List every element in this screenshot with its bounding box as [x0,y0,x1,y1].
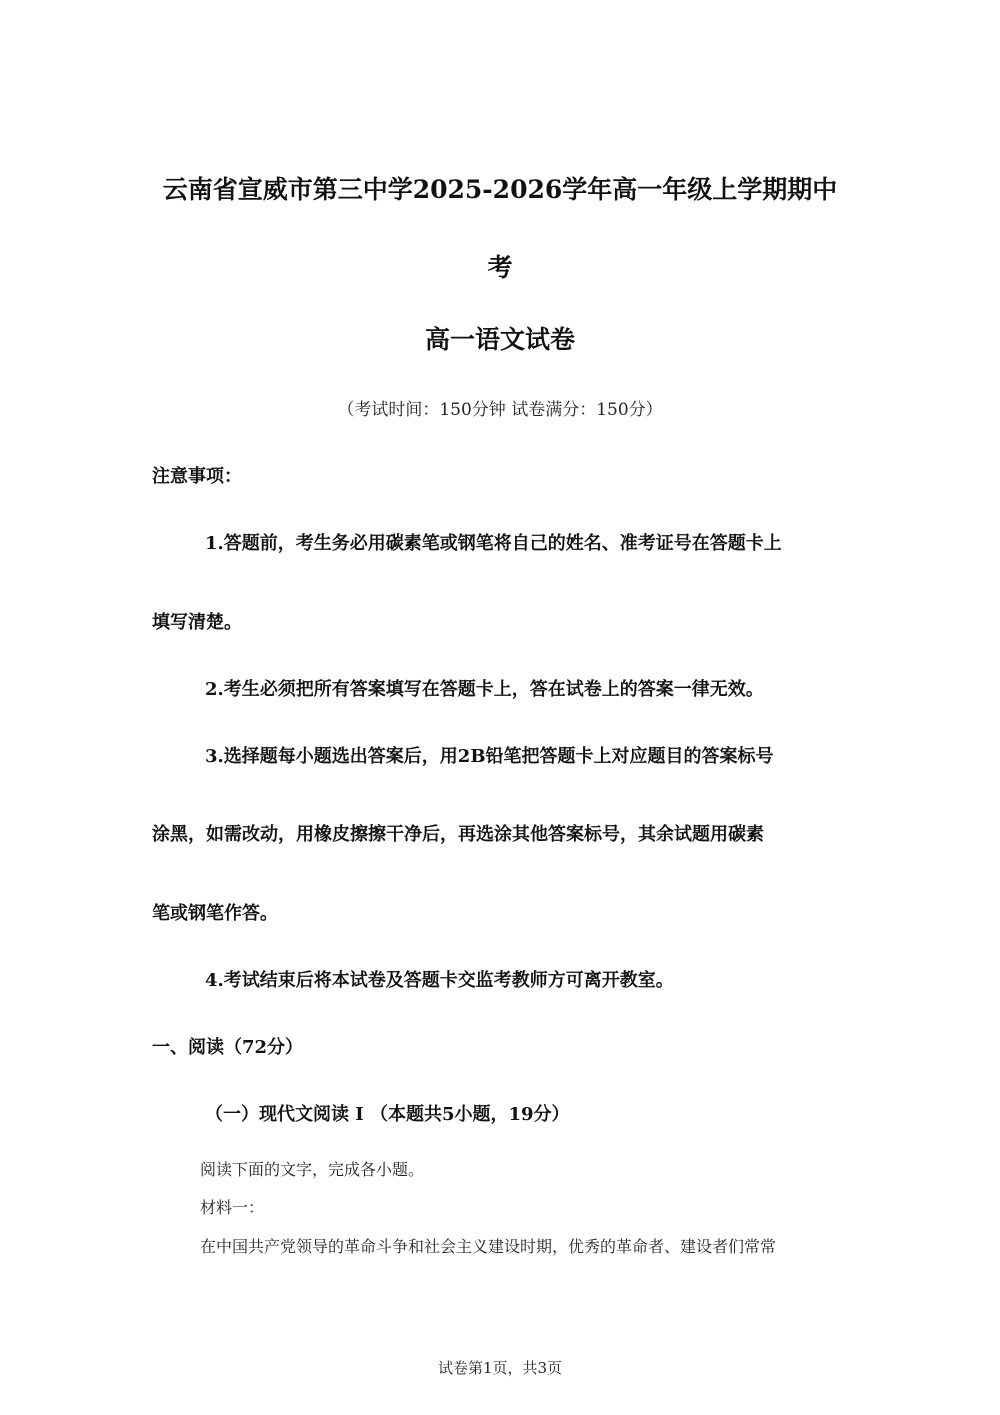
material-text-line-1: 在中国共产党领导的革命斗争和社会主义建设时期，优秀的革命者、建设者们常常 [200,1237,777,1256]
page-footer: 试卷第1页，共3页 [437,1359,563,1377]
subject-title: 高一语文试卷 [424,325,575,354]
exam-info: （考试时间：150分钟 试卷满分：150分） [337,400,663,420]
note-item-1-line-2: 填写清楚。 [152,612,242,633]
subsection-1-heading: （一）现代文阅读 I （本题共5小题，19分） [205,1104,570,1125]
exam-title-line-1: 云南省宣威市第三中学2025-2026学年高一年级上学期期中 [162,175,838,204]
material-label: 材料一： [200,1198,265,1217]
note-item-3-line-1: 3.选择题每小题选出答案后，用2B铅笔把答题卡上对应题目的答案标号 [205,746,774,767]
note-item-2: 2.考生必须把所有答案填写在答题卡上，答在试卷上的答案一律无效。 [205,679,764,700]
note-item-1-line-1: 1.答题前，考生务必用碳素笔或钢笔将自己的姓名、准考证号在答题卡上 [205,533,782,554]
note-item-3-line-3: 笔或钢笔作答。 [152,903,278,924]
note-item-3-line-2: 涂黑，如需改动，用橡皮擦擦干净后，再选涂其他答案标号，其余试题用碳素 [152,824,764,845]
exam-title-line-2: 考 [487,253,513,282]
section-1-heading: 一、阅读（72分） [152,1037,304,1058]
note-item-4: 4.考试结束后将本试卷及答题卡交监考教师方可离开教室。 [205,970,674,991]
reading-instruction: 阅读下面的文字，完成各小题。 [200,1160,425,1179]
notes-heading: 注意事项： [152,466,242,487]
